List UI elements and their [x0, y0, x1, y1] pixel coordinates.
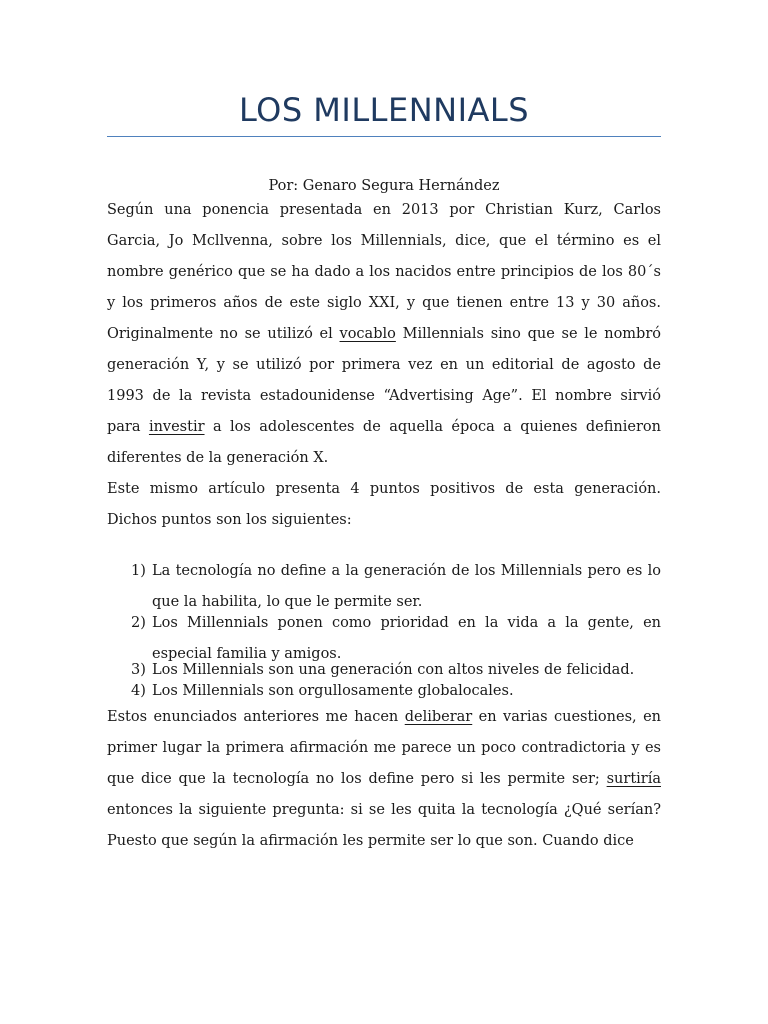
- list-item-text: Los Millennials ponen como prioridad en la vida a la gente, en especial familia y amigos.: [152, 615, 661, 662]
- list-item-number: 3): [131, 662, 146, 678]
- list-item: [107, 556, 661, 608]
- document-page: [107, 0, 661, 857]
- list-item: [107, 660, 661, 681]
- link-vocablo[interactable]: vocablo: [339, 326, 396, 342]
- list-item-text: Los Millennials son orgullosamente globalocales.: [152, 683, 514, 699]
- list-item-number: 1): [131, 563, 146, 579]
- paragraph-intro-text-1: Según una ponencia presentada en 2013 por Christian Kurz, Carlos Garcia, Jo Mcllvenna, sobre los Millennials, dice, que el término es el nombre genérico que se ha dado a los nacidos entre principios de los 80´s y los primeros años de este siglo XXI, y que tienen entre 13 y 30 años. Originalmente no se utilizó el: [107, 202, 661, 342]
- list-item-text: Los Millennials son una generación con altos niveles de felicidad.: [152, 662, 635, 678]
- paragraph-reflection-text-2: en varias cuestiones, en primer lugar la primera afirmación me parece un poco contradictoria y es que dice que la tecnología no los define pero si les permite ser;: [107, 709, 661, 787]
- link-investir[interactable]: investir: [148, 419, 205, 435]
- paragraph-intro-text-3: a los adolescentes de aquella época a quienes definieron diferentes de la generación X.: [107, 419, 661, 466]
- title-underline-rule: [107, 136, 661, 137]
- list-item: [107, 608, 661, 660]
- list-item-text: La tecnología no define a la generación de los Millennials pero es lo que la habilita, lo que le permite ser.: [152, 563, 661, 610]
- list-item-number: 2): [131, 615, 146, 631]
- paragraph-reflection-text-1: Estos enunciados anteriores me hacen: [107, 709, 405, 725]
- link-surtiria[interactable]: surtiría: [606, 771, 661, 787]
- paragraph-reflection-text-3: entonces la siguiente pregunta: si se les quita la tecnología ¿Qué serían? Puesto que según la afirmación les permite ser lo que son. Cuando dice: [107, 802, 661, 849]
- paragraph-intro-text-2: Millennials sino que se le nombró generación Y, y se utilizó por primera vez en un editorial de agosto de 1993 de la revista estadounidense “Advertising Age”. El nombre sirvió para: [107, 326, 661, 435]
- paragraph-points-intro: Este mismo artículo presenta 4 puntos positivos de esta generación. Dichos puntos son los siguientes:: [107, 481, 661, 528]
- list-item: [107, 681, 661, 702]
- link-deliberar[interactable]: deliberar: [404, 709, 473, 725]
- document-title: LOS MILLENNIALS: [238, 91, 530, 129]
- positive-points-list: [107, 556, 661, 702]
- paragraph-intro: [107, 195, 661, 474]
- author-byline: Por: Genaro Segura Hernández: [268, 178, 500, 194]
- list-item-number: 4): [131, 683, 146, 699]
- paragraph-reflection: [107, 702, 661, 857]
